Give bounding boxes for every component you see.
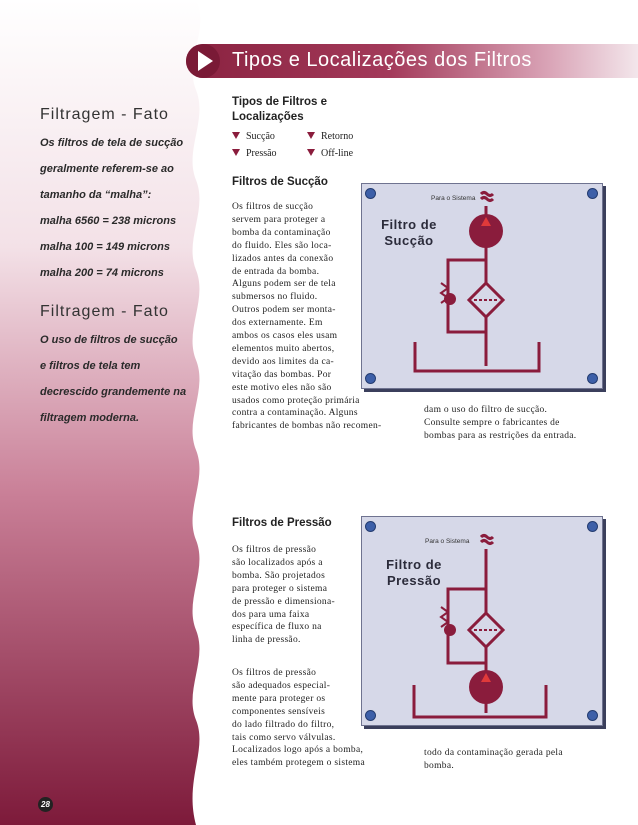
suction-circuit-diagram [362, 184, 602, 388]
diagram-title: Filtro de Sucção [381, 217, 437, 248]
suction-diagram-panel [361, 183, 603, 389]
body-text-line: componentes sensíveis [232, 706, 326, 717]
pressure-diagram-panel [361, 516, 603, 726]
body-text-line: bomba. São projetados [232, 570, 326, 581]
body-text-line: Os filtros de sucção [232, 202, 314, 212]
triangle-bullet-icon [232, 132, 240, 139]
body-text-line: tais como servo válvulas. [232, 732, 336, 743]
body-text-line: submersos no fluido. [232, 292, 318, 303]
type-item-offline: Off-line [307, 148, 353, 159]
body-text-line: dos para uma faixa [232, 609, 310, 620]
diagram-caption: Para o Sistema [431, 195, 476, 202]
body-text-line: usados como proteção primária [232, 395, 360, 406]
body-text-line: dos externamente. Em [232, 318, 323, 329]
body-text-line: linha de pressão. [232, 635, 301, 646]
fact-title-2: Filtragem - Fato [40, 303, 169, 320]
suction-heading: Filtros de Sucção [232, 176, 328, 188]
body-text-line: do fluido. Eles são loca- [232, 240, 332, 251]
type-item-pressao: Pressão [232, 148, 277, 159]
triangle-bullet-icon [307, 149, 315, 156]
body-text-line: de entrada da bomba. [232, 266, 320, 277]
body-text-line: para proteger o sistema [232, 583, 328, 594]
body-text-line: dam o uso do filtro de sucção. [424, 405, 548, 415]
body-text-line: Alguns podem ser de tela [232, 279, 336, 290]
body-text-line: vitação das bombas. Por [232, 369, 332, 380]
body-text-line: Os filtros de pressão [232, 668, 317, 678]
body-text-line: são localizados após a [232, 557, 323, 568]
diagram-caption: Para o Sistema [425, 538, 470, 545]
triangle-bullet-icon [307, 132, 315, 139]
body-text-line: Localizados logo após a bomba, [232, 745, 364, 756]
fact-title-1: Filtragem - Fato [40, 106, 169, 123]
play-arrow-icon [186, 44, 220, 78]
body-text-line: lizados antes da conexão [232, 253, 334, 264]
types-heading: Tipos de Filtros e Localizações [232, 96, 327, 123]
fact-line: Os filtros de tela de sucção [40, 137, 184, 149]
body-text-line: específica de fluxo na [232, 622, 322, 633]
body-text-line: este motivo eles não são [232, 382, 332, 393]
page-title: Tipos e Localizações dos Filtros [232, 49, 532, 71]
body-text-line: devido aos limites da ca- [232, 356, 334, 367]
diagram-title: Filtro de Pressão [386, 557, 442, 588]
pressure-heading: Filtros de Pressão [232, 517, 332, 529]
body-text-line: eles também protegem o sistema [232, 758, 365, 769]
body-text-line: de pressão e dimensiona- [232, 596, 335, 607]
type-item-succao: Sucção [232, 131, 275, 142]
body-text-line: todo da contaminação gerada pela [424, 748, 563, 758]
fact-line: malha 200 = 74 microns [40, 267, 164, 279]
fact-line: decrescido grandemente na [40, 386, 187, 398]
fact-line: e filtros de tela tem [40, 360, 141, 372]
body-text-line: Outros podem ser monta- [232, 305, 336, 316]
body-text-line: elementos muito abertos, [232, 343, 335, 354]
body-text-line: contra a contaminação. Alguns [232, 408, 358, 419]
body-text-line: fabricantes de bombas não recomen- [232, 421, 382, 432]
fact-line: O uso de filtros de sucção [40, 334, 178, 346]
body-text-line: do lado filtrado do filtro, [232, 719, 335, 730]
fact-line: malha 6560 = 238 microns [40, 215, 177, 227]
body-text-line: bomba. [424, 760, 455, 771]
type-item-retorno: Retorno [307, 131, 353, 142]
body-text-line: bombas para as restrições da entrada. [424, 430, 577, 441]
fact-line: tamanho da “malha”: [40, 189, 152, 201]
fact-line: malha 100 = 149 microns [40, 241, 170, 253]
body-text-line: Os filtros de pressão [232, 545, 317, 555]
body-text-line: Consulte sempre o fabricantes de [424, 417, 560, 428]
fact-line: filtragem moderna. [40, 412, 140, 424]
page-number: 28 [38, 797, 53, 812]
triangle-bullet-icon [232, 149, 240, 156]
body-text-line: ambos os casos eles usam [232, 331, 338, 341]
pressure-circuit-diagram [362, 517, 602, 725]
body-text-line: bomba da contaminação [232, 227, 331, 238]
body-text-line: são adequados especial- [232, 680, 331, 691]
fact-line: geralmente referem-se ao [40, 163, 174, 175]
body-text-line: servem para proteger a [232, 214, 326, 225]
body-text-line: mente para proteger os [232, 693, 326, 704]
